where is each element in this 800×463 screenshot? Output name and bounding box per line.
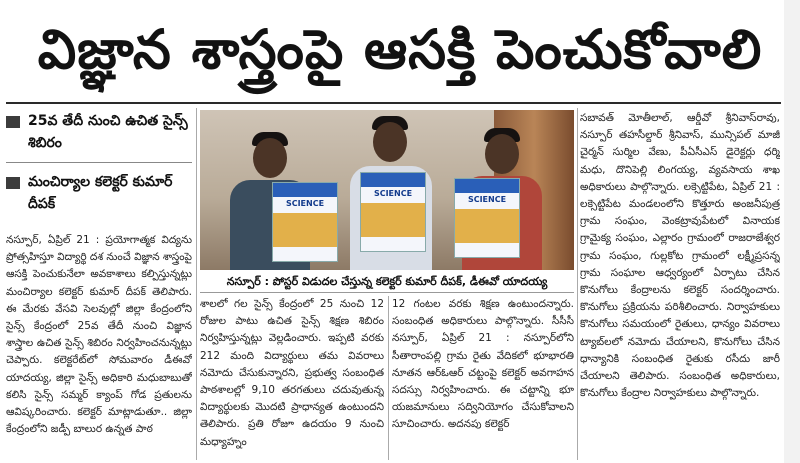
- science-poster: SCIENCE: [360, 172, 426, 252]
- adjacent-article-edge: [784, 0, 800, 463]
- article-column-bottom-2: 12 గంటల వరకు శిక్షణ ఉంటుందన్నారు. సంబంధిత అధికారులు పాల్గొన్నారు. సీసీసీ నస్పూర్, ఏప్రిల్ 21 : నస్పూర్‌లోని సీతారాంపల్లి గ్రామ రైతు వేదికలో భూభారతి నూతన ఆర్ఓఆర్ చట్టంపై కలెక్టర్ అవగాహన సదస్సు నిర్వహించారు. ఈ చట్టాన్ని భూ యజమానులు సద్వినియోగం చేసుకోవాలని సూచించారు. అదనపు కలెక్టర్: [392, 298, 574, 431]
- headline-rule: [6, 102, 781, 104]
- article-column-bottom-1: శాలలో గల సైన్స్ కేంద్రంలో 25 నుంచి 12 రోజుల పాటు ఉచిత సైన్స్ శిక్షణ శిబిరం నిర్వహిస్తున్నట్లు వెల్లడించారు. ఇప్పటి వరకు 212 మంది విద్యార్థులు తమ వివరాలు నమోదు చేసుకున్నారని, ప్రభుత్వ సంబంధిత పాఠశాలల్లో 9,10 తరగతులు చదువుతున్న విద్యార్థులకు మొదటి ప్రాధాన్యత ఉంటుందని తెలిపారు. ప్రతి రోజూ ఉదయం 9 నుంచి మధ్యాహ్నం: [200, 298, 384, 448]
- square-bullet-icon: [6, 177, 20, 189]
- science-poster: SCIENCE: [272, 182, 338, 262]
- news-photo: [200, 110, 574, 270]
- column-divider: [388, 296, 389, 460]
- highlight-item: [6, 171, 192, 215]
- highlights-box: [6, 110, 192, 223]
- divider: [6, 162, 192, 163]
- article-column-left: నస్పూర్, ఏప్రిల్ 21 : ప్రయోగాత్మక విద్యను ప్రోత్సహిస్తూ విద్యార్థి దశ నుంచే విజ్ఞాన శాస్త్రంపై ఆసక్తి పెంచుకునేలా అవకాశాలు కల్పిస్తున్నట్లు మంచిర్యాల కలెక్టర్ కుమార్ దీపక్ తెలిపారు. ఈ మేరకు వేసవి సెలవుల్లో జిల్లా కేంద్రంలోని సైన్స్ కేంద్రంలో 25వ తేదీ నుంచి విజ్ఞాన శాస్త్రాల ఉచిత సైన్స్ శిబిరం నిర్వహించనున్నట్లు చెప్పారు. కలెక్టరేట్‌లో సోమవారం డీఈవో యాదయ్య, జిల్లా సైన్స్ అధికారి మధుబాబుతో కలిసి సైన్స్ సమ్మర్ క్యాంప్ గోడ ప్రతులను ఆవిష్కరించారు. కలెక్టర్ మాట్లాడుతూ.. జిల్లా కేంద్రంలోని జడ్పీ బాలుర ఉన్నత పాఠ: [6, 234, 192, 436]
- highlight-item: [6, 110, 192, 154]
- square-bullet-icon: [6, 116, 20, 128]
- highlight-text: మంచిర్యాల కలెక్టర్ కుమార్ దీపక్: [28, 174, 173, 212]
- column-divider: [196, 108, 197, 460]
- science-poster: SCIENCE: [454, 178, 520, 258]
- photo-caption: నస్పూర్ : పోస్టర్ విడుదల చేస్తున్న కలెక్టర్ కుమార్ దీపక్, డీఈవో యాదయ్య: [200, 272, 574, 293]
- headline: విజ్ఞాన శాస్త్రంపై ఆసక్తి పెంచుకోవాలి: [37, 18, 763, 81]
- column-divider: [577, 108, 578, 460]
- article-column-right: సబావత్ మోతీలాల్, ఆర్డీవో శ్రీనివాస్‌రావు, నస్పూర్ తహసీల్దార్ శ్రీనివాస్, మున్సిపల్ మాజీ చైర్మన్ సుర్మిల వేణు, పీఏసీఎస్ డైరెక్టర్లు ధర్మి మధు, దొనిపెల్లి లింగయ్య, వ్యవసాయ శాఖ అధికారులు పాల్గొన్నారు. లక్సెట్టిపేట, ఏప్రిల్ 21 : లక్సెట్టిపేట మండలంలోని కొత్తూరు అంజనీపుత్ర గ్రామ సంఘం, వెంకట్రావుపేటలో వినాయక గ్రామైక్య సంఘం, ఎల్లారం గ్రామంలో రాజరాజేశ్వర గ్రామ సంఘం, గుల్లకోట గ్రామంలో లక్ష్మీప్రసన్న గ్రామ సంఘాల ఆధ్వర్యంలో ఏర్పాటు చేసిన కొనుగోలు కేంద్రాలను కలెక్టర్ సందర్శించారు. కొనుగోలు ప్రక్రియను పరిశీలించారు. నిర్వాహకులు కొనుగోలు సమయంలో రైతులు, ధాన్యం వివరాలు ట్యాబ్‌లలో నమోదు చేయాలని, కొనుగోలు చేసిన ధాన్యానికి సంబంధిత రైతుకు రసీదు జారీ చేయాలని తెలిపారు. సంబంధిత అధికారులు, కొనుగోలు కేంద్రాల నిర్వాహకులు పాల్గొన్నారు.: [580, 112, 780, 400]
- highlight-text: 25వ తేదీ నుంచి ఉచిత సైన్స్ శిబిరం: [28, 113, 188, 151]
